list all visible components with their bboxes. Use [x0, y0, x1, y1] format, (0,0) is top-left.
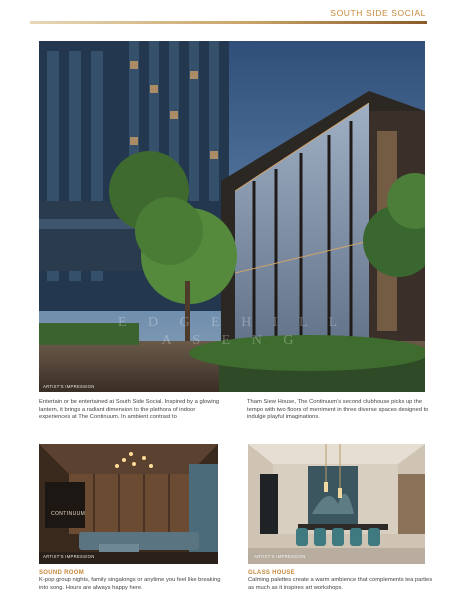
glass-house-image — [248, 444, 425, 564]
intro-text-right: Tham Siew House, The Continuum’s second clubhouse picks up the tempo with two floors of merriment in three diverse spaces designed to indulge playful imaginations. — [247, 399, 429, 421]
page-header-title: SOUTH SIDE SOCIAL — [330, 8, 426, 18]
glass-house-title: GLASS HOUSE — [248, 570, 295, 576]
watermark-line-2: A S E N G — [161, 333, 303, 348]
sound-room-title: SOUND ROOM — [39, 570, 84, 576]
sound-room-illustration — [39, 444, 218, 564]
sound-room-image — [39, 444, 218, 564]
intro-text-left: Entertain or be entertained at South Side Social. Inspired by a glowing lantern, it brings a radiant dimension to the plethora of indoor experiences at The Continuum. In ambient contrast to — [39, 399, 220, 421]
glass-house-illustration — [248, 444, 425, 564]
watermark-line-1: E D G E H I L L — [117, 315, 347, 330]
sound-room-logo-text: CONTINUUM — [51, 511, 86, 517]
glass-house-text: Calming palettes create a warm ambience that complements tea parties as much as it inspires art workshops. — [248, 577, 433, 591]
sound-room-artist-impression-badge: ARTIST'S IMPRESSION — [43, 554, 95, 559]
header-rule — [30, 21, 427, 24]
glass-house-artist-impression-badge: ARTIST'S IMPRESSION — [254, 554, 306, 559]
hero-artist-impression-badge: ARTIST'S IMPRESSION — [43, 384, 95, 389]
hero-image — [39, 41, 425, 392]
sound-room-text: K-pop group nights, family singalongs or anytime you feel like breaking into song. Hours are always happy here. — [39, 577, 221, 591]
